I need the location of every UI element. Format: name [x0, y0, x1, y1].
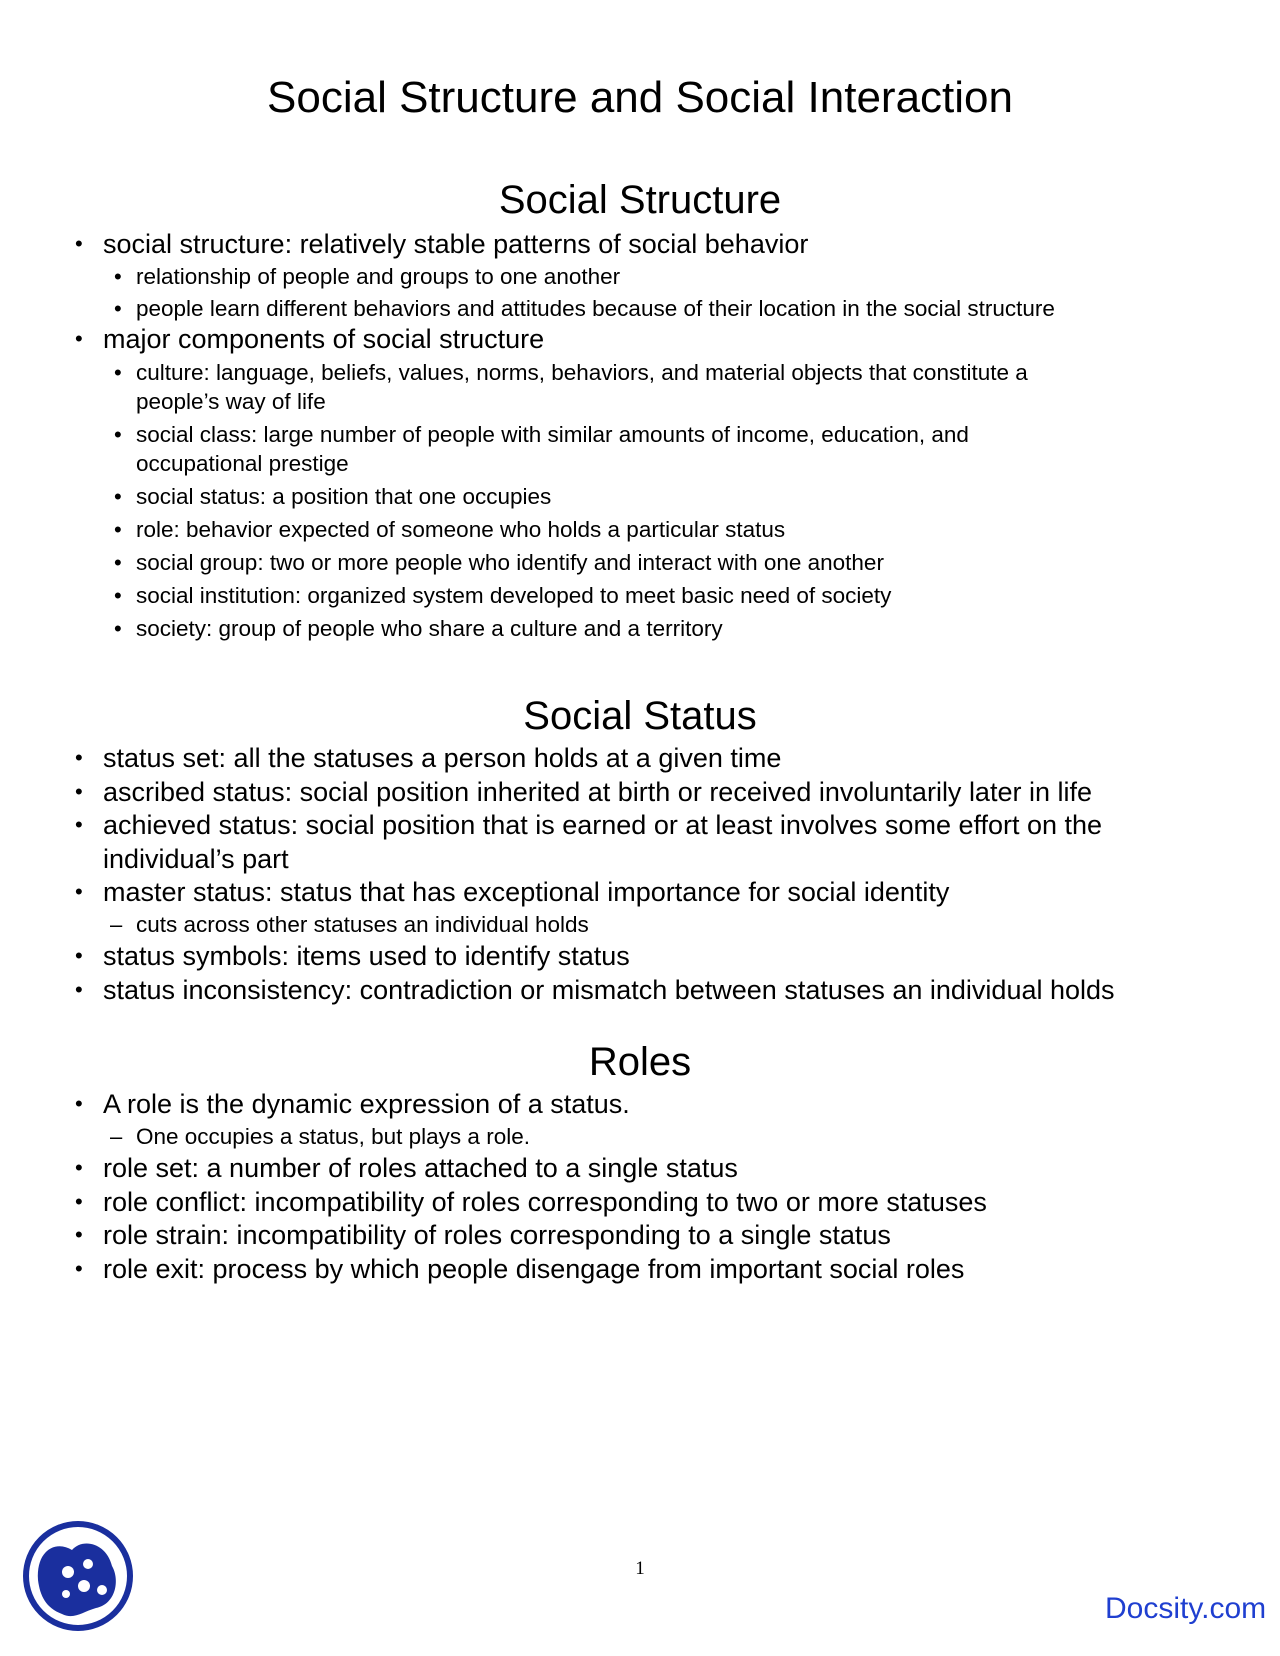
bullet-icon: •	[75, 977, 83, 1002]
list-item: • social institution: organized system developed to meet basic need of society	[114, 583, 892, 608]
list-item: • social class: large number of people with similar amounts of income, education, and	[114, 422, 969, 447]
bullet-icon: •	[75, 1091, 83, 1116]
bullet-icon: •	[114, 517, 122, 542]
page-number: 1	[635, 1558, 645, 1579]
list-item: • role conflict: incompatibility of roles corresponding to two or more statuses	[75, 1187, 987, 1217]
list-item: • major components of social structure	[75, 324, 545, 354]
bullet-icon: •	[114, 550, 122, 575]
docsity-brand-link[interactable]: Docsity.com	[1105, 1592, 1267, 1625]
bullet-icon: •	[75, 1256, 83, 1281]
list-item: • master status: status that has exceptional importance for social identity	[75, 877, 950, 907]
bullet-icon: •	[75, 745, 83, 770]
list-item: • culture: language, beliefs, values, norms, behaviors, and material objects that constitute a	[114, 360, 1028, 385]
list-item: • achieved status: social position that is earned or at least involves some effort on the	[75, 810, 1103, 840]
list-item: • social status: a position that one occupies	[114, 484, 552, 509]
page-title: Social Structure and Social Interaction	[267, 73, 1013, 122]
bullet-icon: •	[75, 779, 83, 804]
dash-icon: –	[110, 912, 123, 937]
list-item: • status inconsistency: contradiction or mismatch between statuses an individual holds	[75, 975, 1115, 1005]
sub-list-item: – One occupies a status, but plays a role.	[110, 1124, 530, 1149]
bullet-icon: •	[114, 616, 122, 641]
list-item: • role set: a number of roles attached to a single status	[75, 1153, 738, 1183]
list-item: • people learn different behaviors and attitudes because of their location in the social structure	[114, 296, 1055, 321]
bullet-icon: •	[75, 943, 83, 968]
list-item: • relationship of people and groups to one another	[114, 264, 621, 289]
list-item: • society: group of people who share a culture and a territory	[114, 616, 723, 641]
bullet-icon: •	[114, 422, 122, 447]
list-item: • status symbols: items used to identify status	[75, 941, 630, 971]
bullet-icon: •	[114, 296, 122, 321]
list-item-continuation: people’s way of life	[136, 389, 326, 414]
bullet-icon: •	[75, 879, 83, 904]
list-item: • status set: all the statuses a person holds at a given time	[75, 743, 782, 773]
list-item: • role strain: incompatibility of roles corresponding to a single status	[75, 1220, 891, 1250]
section-heading-social-structure: Social Structure	[498, 178, 782, 222]
bullet-icon: •	[114, 484, 122, 509]
list-item-continuation: occupational prestige	[136, 451, 349, 476]
bullet-icon: •	[75, 1189, 83, 1214]
sub-list-item: – cuts across other statuses an individual holds	[110, 912, 589, 937]
bullet-icon: •	[75, 812, 83, 837]
section-heading-roles: Roles	[588, 1040, 692, 1084]
list-item: • role exit: process by which people disengage from important social roles	[75, 1254, 965, 1284]
bullet-icon: •	[75, 1222, 83, 1247]
bullet-icon: •	[75, 326, 83, 351]
section-heading-social-status: Social Status	[523, 694, 757, 738]
bullet-icon: •	[75, 231, 83, 256]
list-item: • ascribed status: social position inherited at birth or received involuntarily later in life	[75, 777, 1092, 807]
list-item: • social group: two or more people who identify and interact with one another	[114, 550, 884, 575]
list-item: • social structure: relatively stable patterns of social behavior	[75, 229, 809, 259]
docsity-logo-icon[interactable]	[22, 1520, 134, 1632]
list-item: • A role is the dynamic expression of a status.	[75, 1089, 630, 1119]
bullet-icon: •	[75, 1155, 83, 1180]
list-item: • role: behavior expected of someone who holds a particular status	[114, 517, 786, 542]
bullet-icon: •	[114, 360, 122, 385]
dash-icon: –	[110, 1124, 123, 1149]
bullet-icon: •	[114, 583, 122, 608]
list-item-continuation: individual’s part	[103, 844, 289, 874]
bullet-icon: •	[114, 264, 122, 289]
